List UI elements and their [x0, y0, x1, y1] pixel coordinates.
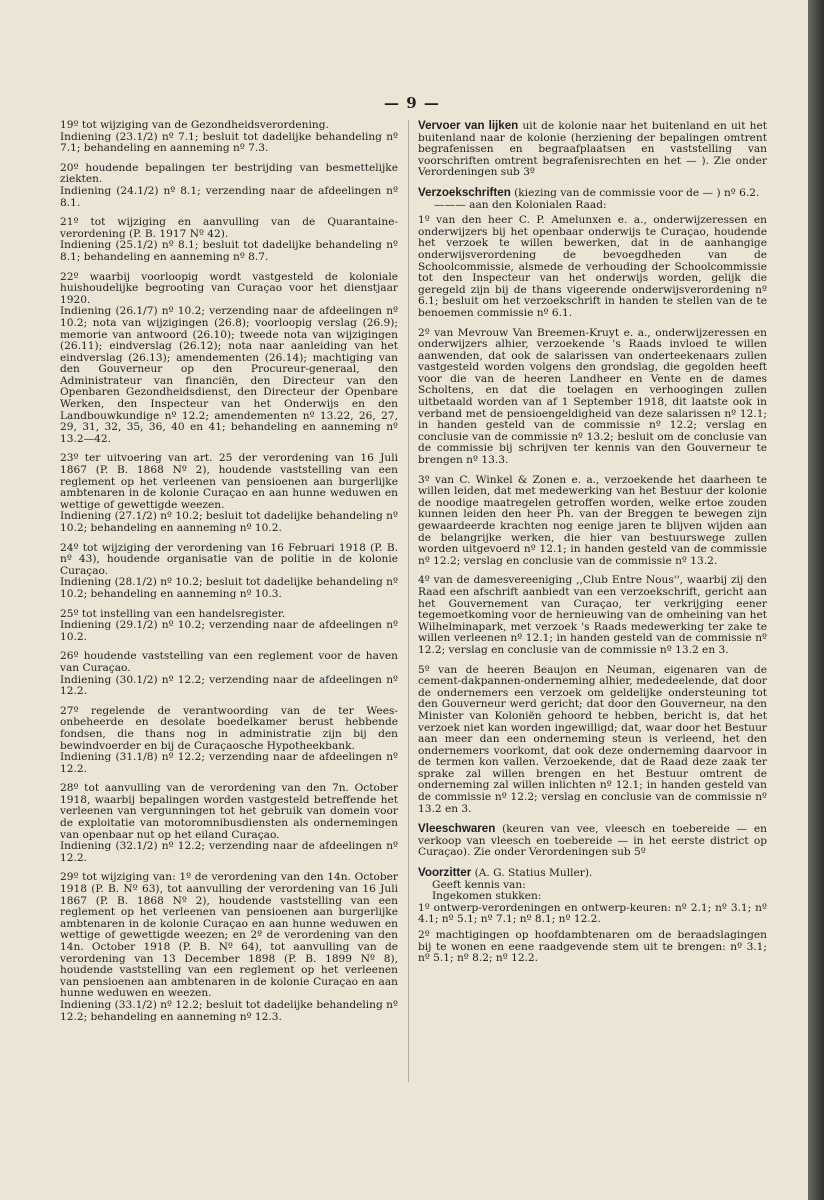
- item-22: [60, 272, 398, 446]
- entry-heading: Voorzitter: [418, 866, 472, 880]
- item-21: [60, 217, 398, 263]
- entry-line: Geeft kennis van:: [432, 878, 526, 891]
- item-title: 19º tot wijziging van de Gezondheidsverordening.: [60, 119, 329, 131]
- entry-text: [418, 823, 767, 859]
- entry-vleeschwaren: [418, 823, 767, 859]
- item-procedure: Indiening (29.1/2) nº 10.2; verzending naar de afdeelingen nº 10.2.: [60, 619, 398, 643]
- item-procedure: Indiening (28.1/2) nº 10.2; besluit tot dadelijke behandeling nº 10.2; behandeling en aanneming nº 10.3.: [60, 576, 398, 600]
- item-19: [60, 120, 398, 155]
- item-26: [60, 651, 398, 697]
- petition-3: [418, 475, 767, 568]
- petition-text: 1º van den heer C. P. Amelunxen e. a., onderwijzeressen en onderwijzers bij het openbaar onderwijs te Curaçao, houdende het verzoek te willen bewerken, dat in de aanhangige onderwijsverordening de bevoegdheden van de Schoolcommissie, alsmede de verhouding der Schoolcommissie tot den Inspecteur van het onderwijs worden, gelijk die geregeld zijn bij de thans vigeerende onderwijsverordening nº 6.1; besluit om het verzoekschrift in handen te stellen van de te benoemen commissie nº 6.1.: [418, 214, 767, 319]
- entry-heading: Vervoer van lijken: [418, 119, 519, 132]
- entry-verzoekschriften: [418, 187, 767, 211]
- item-title: 23º ter uitvoering van art. 25 der verordening van 16 Juli 1867 (P. B. 1868 Nº 2), houdende vaststelling van een reglement op het verleenen van pensioenen aan burgerlijke ambtenaren in de kolonie Curaçao en aan hunne weduwen en wettige of gewettigde weezen.: [60, 452, 398, 511]
- entry-body: (keuren van vee, vleesch en toebereide — en verkoop van vleesch en toebereide — in het eerste district op Curaçao). Zie onder Verordeningen sub 5º: [418, 823, 767, 859]
- item-procedure: Indiening (25.1/2) nº 8.1; besluit tot dadelijke behandeling nº 8.1; behandeling en aanneming nº 8.7.: [60, 239, 398, 263]
- item-procedure: Indiening (24.1/2) nº 8.1; verzending naar de afdeelingen nº 8.1.: [60, 184, 398, 209]
- petition-text: 4º van de damesvereeniging ,,Club Entre Nous'', waarbij zij den Raad een afschrift aanbiedt van een verzoekschrift, gericht aan het Gouvernement van Curaçao, ter verkrijging eener tegemoetkoming voor de hernieuwing van de omheining van het Wilhelminapark, met verzoek 's Raads medewerking ter zake te willen verleenen nº 12.1; in handen gesteld van de commissie nº 12.2; verslag en conclusie van de commissie nº 13.2 en 3.: [418, 574, 767, 656]
- item-procedure: Indiening (26.1/7) nº 10.2; verzending naar de afdeelingen nº 10.2; nota van wijzigingen (26.8); voorloopig verslag (26.9); memorie van antwoord (26.10); tweede nota van wijzigingen (26.11); eindverslag (26.12); nota naar aanleiding van het eindverslag (26.13); amendementen (26.14); machtiging van den Gouverneur op den Procureur-generaal, den Administrateur van financiën, den Directeur van den Openbaren Gezondheidsdienst, den Directeur der Openbare Werken, den Inspecteur van het Onderwijs en den Landbouwkundige nº 12.2; amendementen nº 13.22, 26, 27, 29, 31, 32, 35, 36, 40 en 41; behandeling en aanneming nº 13.2—42.: [60, 305, 398, 445]
- item-title: 24º tot wijziging der verordening van 16 Februari 1918 (P. B. nº 43), houdende organisatie van de politie in de kolonie Curaçao.: [60, 541, 398, 577]
- item-25: [60, 609, 398, 644]
- item-title: 27º regelende de verantwoording van de ter Wees- onbeheerde en desolate boedelkamer berust hebbende fondsen, die thans nog in administratie zijn bij den bewindvoerder en bij de Curaçaosche Hypotheekbank.: [60, 704, 398, 752]
- petition-1: [418, 215, 767, 319]
- item-23: [60, 453, 398, 534]
- item-title: 28º tot aanvulling van de verordening van den 7n. October 1918, waarbij bepalingen worden vastgesteld betreffende het verleenen van vergunningen tot het gebruik van domein voor de exploitatie van motoromnibusdiensten als ondernemingen van openbaar nut op het eiland Curaçao.: [60, 782, 398, 841]
- entry-text: [418, 187, 767, 200]
- entry-body: (kiezing van de commissie voor de — ) nº 6.2.: [510, 186, 760, 199]
- item-title: 20º houdende bepalingen ter bestrijding van besmettelijke ziekten.: [60, 161, 398, 186]
- item-procedure: Indiening (23.1/2) nº 7.1; besluit tot dadelijke behandeling nº 7.1; behandeling en aanneming nº 7.3.: [60, 130, 398, 155]
- item-28: [60, 783, 398, 864]
- item-20: [60, 163, 398, 209]
- entry-subheading: ——— aan den Kolonialen Raad:: [434, 198, 607, 211]
- entry-body: (A. G. Statius Muller).: [471, 867, 593, 880]
- item-24: [60, 543, 398, 601]
- left-column: [60, 120, 398, 1031]
- entry-line: Ingekomen stukken:: [432, 890, 542, 903]
- right-column: [398, 120, 767, 973]
- item-procedure: Indiening (30.1/2) nº 12.2; verzending naar de afdeelingen nº 12.2.: [60, 673, 398, 698]
- entry-line: 1º ontwerp-verordeningen en ontwerp-keuren: nº 2.1; nº 3.1; nº 4.1; nº 5.1; nº 7.1; nº 8.1; nº 12.2.: [418, 901, 767, 926]
- entry-line: 2º machtigingen op hoofdambtenaren om de beraadslagingen bij te wonen en eene raadgevende stem uit te brengen: nº 3.1; nº 5.1; nº 8.2; nº 12.2.: [418, 929, 767, 965]
- petition-text: 3º van C. Winkel & Zonen e. a., verzoekende het daarheen te willen leiden, dat met medewerking van het Bestuur der kolonie de noodige maatregelen getroffen worden, welke ertoe zouden kunnen leiden den heer Ph. van der Breggen te bewegen zijn gewaardeerde krachten nog eenige jaren te blijven wijden aan de belangrijke werken, die hier van bestuurswege zullen worden uitgevoerd nº 12.1; in handen gesteld van de commissie nº 12.2; verslag en conclusie van de commissie nº 13.2.: [418, 473, 767, 567]
- item-title: 25º tot instelling van een handelsregister.: [60, 607, 286, 620]
- entry-heading: Verzoekschriften: [418, 185, 511, 199]
- page-number: — 9 —: [384, 94, 440, 112]
- entry-text: [418, 867, 767, 880]
- entry-voorzitter: [418, 867, 767, 965]
- item-title: 26º houdende vaststelling van een reglement voor de haven van Curaçao.: [60, 650, 398, 674]
- item-procedure: Indiening (31.1/8) nº 12.2; verzending naar de afdeelingen nº 12.2.: [60, 751, 398, 775]
- item-procedure: Indiening (32.1/2) nº 12.2; verzending naar de afdeelingen nº 12.2.: [60, 840, 398, 864]
- item-title: 29º tot wijziging van: 1º de verordening van den 14n. October 1918 (P. B. Nº 63), tot aanvulling der verordening van 16 Juli 1867 (P. B. 1868 Nº 2), houdende vaststelling van een reglement op het verleenen van pensioenen aan burgerlijke ambtenaren in de kolonie Curaçao en aan hunne weduwen en wettige of gewettigde weezen; en 2º de verordening van den 14n. October 1918 (P. B. Nº 64), tot aanvulling van de verordening van 13 December 1898 (P. B. 1899 Nº 8), houdende vaststelling van een reglement op het verleenen van pensioenen aan ambtenaren in de kolonie Curaçao en aan hunne weduwen en weezen.: [60, 871, 398, 1000]
- petition-text: 2º van Mevrouw Van Breemen-Kruyt e. a., onderwijzeressen en onderwijzers alhier, verzoekende 's Raads invloed te willen aanwenden, dat ook de salarissen van onderteekenaars zullen vastgesteld worden volgens den grondslag, die gegolden heeft voor die van de heeren Landheer en Vente en de dames Scholtens, en dat die toelagen en verhoogingen zullen uitbetaald worden van af 1 September 1918, dit laatste ook in verband met de pensioengeldigheid van deze salarissen nº 12.1; in handen gesteld van de commissie nº 12.2; verslag en conclusie van de commissie nº 13.2; besluit om de conclusie van de commissie bij schrijven ter kennis van den Gouverneur te brengen nº 13.3.: [418, 326, 767, 467]
- item-procedure: Indiening (33.1/2) nº 12.2; besluit tot dadelijke behandeling nº 12.2; behandeling en aanneming nº 12.3.: [60, 998, 398, 1023]
- item-title: 22º waarbij voorloopig wordt vastgesteld de koloniale huishoudelijke begrooting van Curaçao voor het dienstjaar 1920.: [60, 270, 398, 306]
- petition-5: [418, 665, 767, 816]
- scanner-edge: [808, 0, 824, 1200]
- item-29: [60, 872, 398, 1023]
- item-procedure: Indiening (27.1/2) nº 10.2; besluit tot dadelijke behandeling nº 10.2; behandeling en aanneming nº 10.2.: [60, 510, 398, 534]
- petition-text: 5º van de heeren Beaujon en Neuman, eigenaren van de cement-dakpannen-onderneming alhier, mededeelende, dat door de ondernemers een verzoek om geldelijke ondersteuning tot den Gouverneur werd gericht; dat door den Gouverneur, na den Minister van Koloniën gehoord te hebben, bericht is, dat het verzoek niet kan worden ingewilligd; dat, waar door het Bestuur aan meer dan een onderneming steun is verleend, het den ondernemers voorkomt, dat ook deze onderneming daarvoor in de termen kon vallen. Verzoekende, dat de Raad deze zaak ter sprake zal willen brengen en het Bestuur omtrent de onderneming zal willen inlichten nº 12.1; in handen gesteld van de commissie nº 12.2; verslag en conclusie van de commissie nº 13.2 en 3.: [418, 663, 767, 815]
- entry-heading: Vleeschwaren: [418, 822, 496, 836]
- entry-vervoer-van-lijken: [418, 120, 767, 179]
- entry-text: [418, 120, 767, 179]
- entry-body: uit de kolonie naar het buitenland en uit het buitenland naar de kolonie (herziening der bepalingen omtrent begrafenissen en begraafplaatsen en vaststelling van voorschriften omtrent begrafenisrechten en het — ). Zie onder Verordeningen sub 3º: [418, 120, 767, 179]
- item-27: [60, 706, 398, 776]
- petition-4: [418, 575, 767, 656]
- petition-2: [418, 328, 767, 467]
- item-title: 21º tot wijziging en aanvulling van de Quarantaine-verordening (P. B. 1917 Nº 42).: [60, 216, 398, 240]
